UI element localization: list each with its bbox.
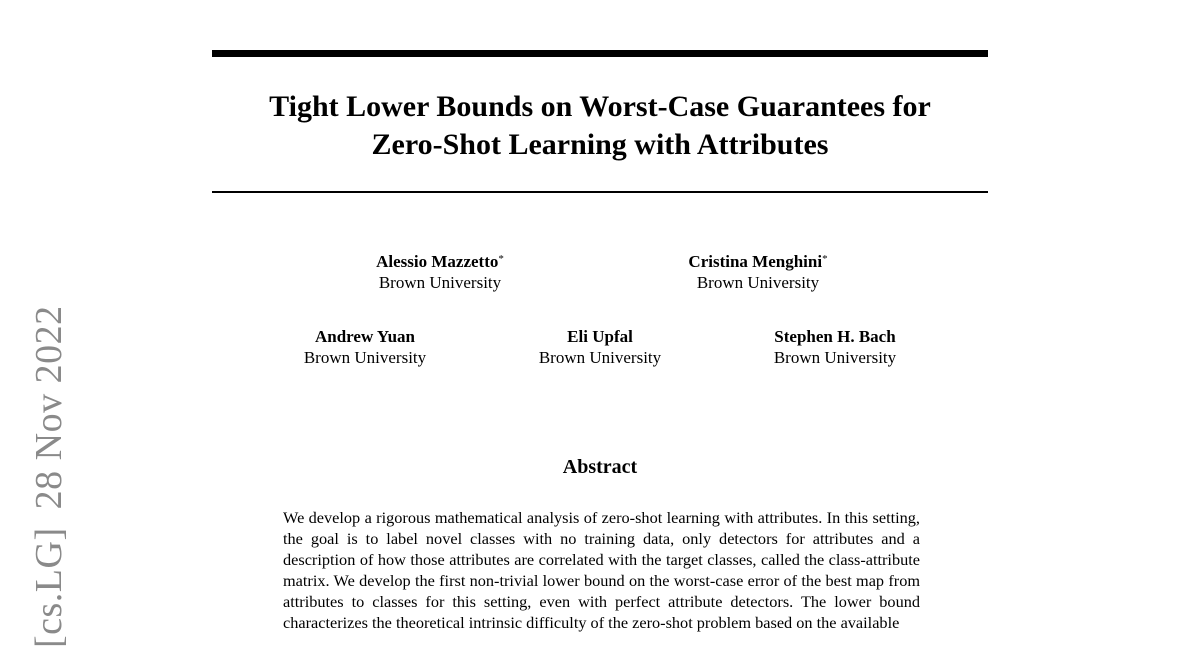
author-name: Alessio Mazzetto bbox=[376, 252, 499, 271]
author-block bbox=[320, 249, 560, 293]
arxiv-stamp bbox=[30, 305, 68, 648]
author-affiliation: Brown University bbox=[378, 273, 502, 292]
abstract-heading: Abstract bbox=[562, 456, 638, 478]
author-block bbox=[638, 249, 878, 293]
title-bottom-rule bbox=[212, 191, 988, 193]
author-block bbox=[480, 326, 720, 368]
equal-contribution-mark: * bbox=[822, 253, 828, 265]
title-line-2: Zero-Shot Learning with Attributes bbox=[371, 128, 829, 161]
author-affiliation: Brown University bbox=[773, 348, 897, 367]
author-name: Andrew Yuan bbox=[315, 327, 415, 346]
author-block bbox=[715, 326, 955, 368]
author-affiliation: Brown University bbox=[303, 348, 427, 367]
author-affiliation: Brown University bbox=[538, 348, 662, 367]
equal-contribution-mark: * bbox=[498, 253, 504, 265]
paper-title bbox=[212, 88, 988, 164]
author-name: Eli Upfal bbox=[567, 327, 633, 346]
author-name: Cristina Menghini bbox=[688, 252, 823, 271]
arxiv-category: [cs.LG] bbox=[28, 527, 70, 648]
author-name: Stephen H. Bach bbox=[774, 327, 896, 346]
abstract-text: We develop a rigorous mathematical analysis of zero-shot learning with attributes. In this setting, the goal is to label novel classes with no training data, only detectors for attributes and a description of how those attributes are correlated with the target classes, called the class-attribute matrix. We develop the first non-trivial lower bound on the worst-case error of the best map from attributes to classes for this setting, even with perfect attribute detectors. The lower bound characterizes the theoretical intrinsic difficulty of the zero-shot problem based on the available bbox=[283, 508, 920, 632]
author-affiliation: Brown University bbox=[696, 273, 820, 292]
title-top-rule bbox=[212, 50, 988, 57]
arxiv-date: 28 Nov 2022 bbox=[28, 305, 70, 510]
title-line-1: Tight Lower Bounds on Worst-Case Guarantees for bbox=[269, 90, 931, 123]
author-block bbox=[245, 326, 485, 368]
